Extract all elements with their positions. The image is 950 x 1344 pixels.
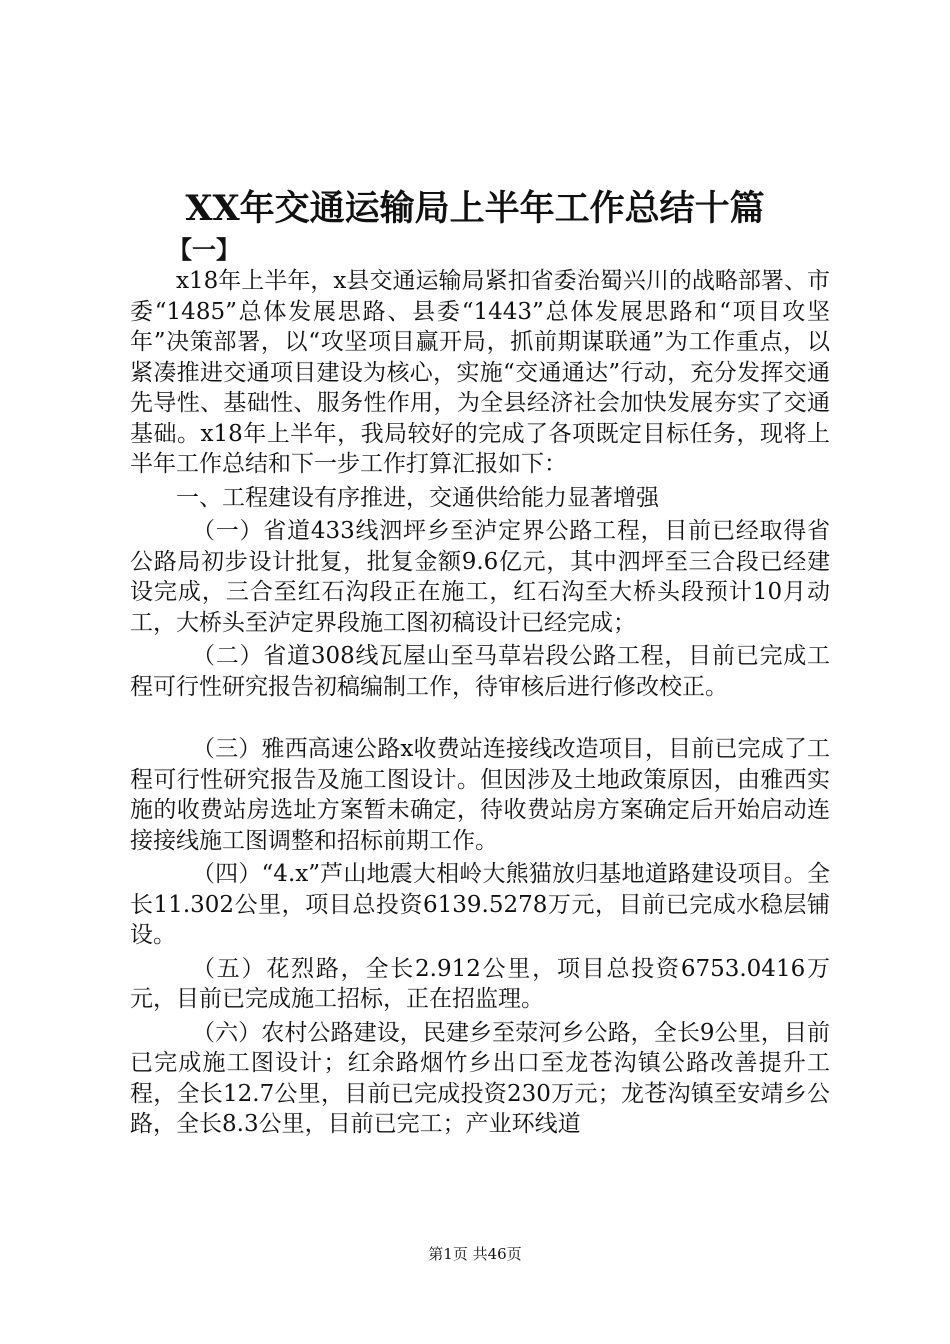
- intro-paragraph: x18年上半年，x县交通运输局紧扣省委治蜀兴川的战略部署、市委“1485”总体发展思路、县委“1443”总体发展思路和“项目攻坚年”决策部署，以“攻坚项目赢开局，抓前期谋联通”为工作重点，以紧凑推进交通项目建设为核心，实施“交通通达”行动，充分发挥交通先导性、基础性、服务性作用，为全县经济社会加快发展夯实了交通基础。x18年上半年，我局较好的完成了各项既定目标任务，现将上半年工作总结和下一步工作打算汇报如下：: [130, 268, 830, 477]
- item-paragraph-1: （一）省道433线泗坪乡至泸定界公路工程，目前已经取得省公路局初步设计批复，批复金额9.6亿元，其中泗坪至三合段已经建设完成，三合至红石沟段正在施工，红石沟至大桥头段预计10月动工，大桥头至泸定界段施工图初稿设计已经完成；: [130, 518, 830, 636]
- item-paragraph-3: （三）雅西高速公路x收费站连接线改造项目，目前已完成了工程可行性研究报告及施工图设计。但因涉及土地政策原因，由雅西实施的收费站房选址方案暂未确定，待收费站房方案确定后开始启动连接接线施工图调整和招标前期工作。: [130, 736, 830, 854]
- item-paragraph-4: （四）“4.x”芦山地震大相岭大熊猫放归基地道路建设项目。全长11.302公里，项目总投资6139.5278万元，目前已完成水稳层铺设。: [130, 861, 830, 948]
- item-paragraph-6: （六）农村公路建设，民建乡至荥河乡公路，全长9公里，目前已完成施工图设计；红余路烟竹乡出口至龙苍沟镇公路改善提升工程，全长12.7公里，目前已完成投资230万元；龙苍沟镇至安靖乡公路，全长8.3公里，目前已完工；产业环线道: [130, 1019, 830, 1137]
- section-marker: 【一】: [168, 235, 240, 264]
- item-paragraph-5: （五）花烈路，全长2.912公里，项目总投资6753.0416万元，目前已完成施工招标，正在招监理。: [130, 955, 830, 1012]
- section-heading: 一、工程建设有序推进，交通供给能力显著增强: [176, 484, 659, 511]
- page-number-footer: 第1页 共46页: [428, 1245, 522, 1263]
- document-title: XX年交通运输局上半年工作总结十篇: [185, 188, 765, 229]
- item-paragraph-2: （二）省道308线瓦屋山至马草岩段公路工程，目前已完成工程可行性研究报告初稿编制工作，待审核后进行修改校正。: [130, 643, 830, 700]
- document-body: [130, 266, 830, 1140]
